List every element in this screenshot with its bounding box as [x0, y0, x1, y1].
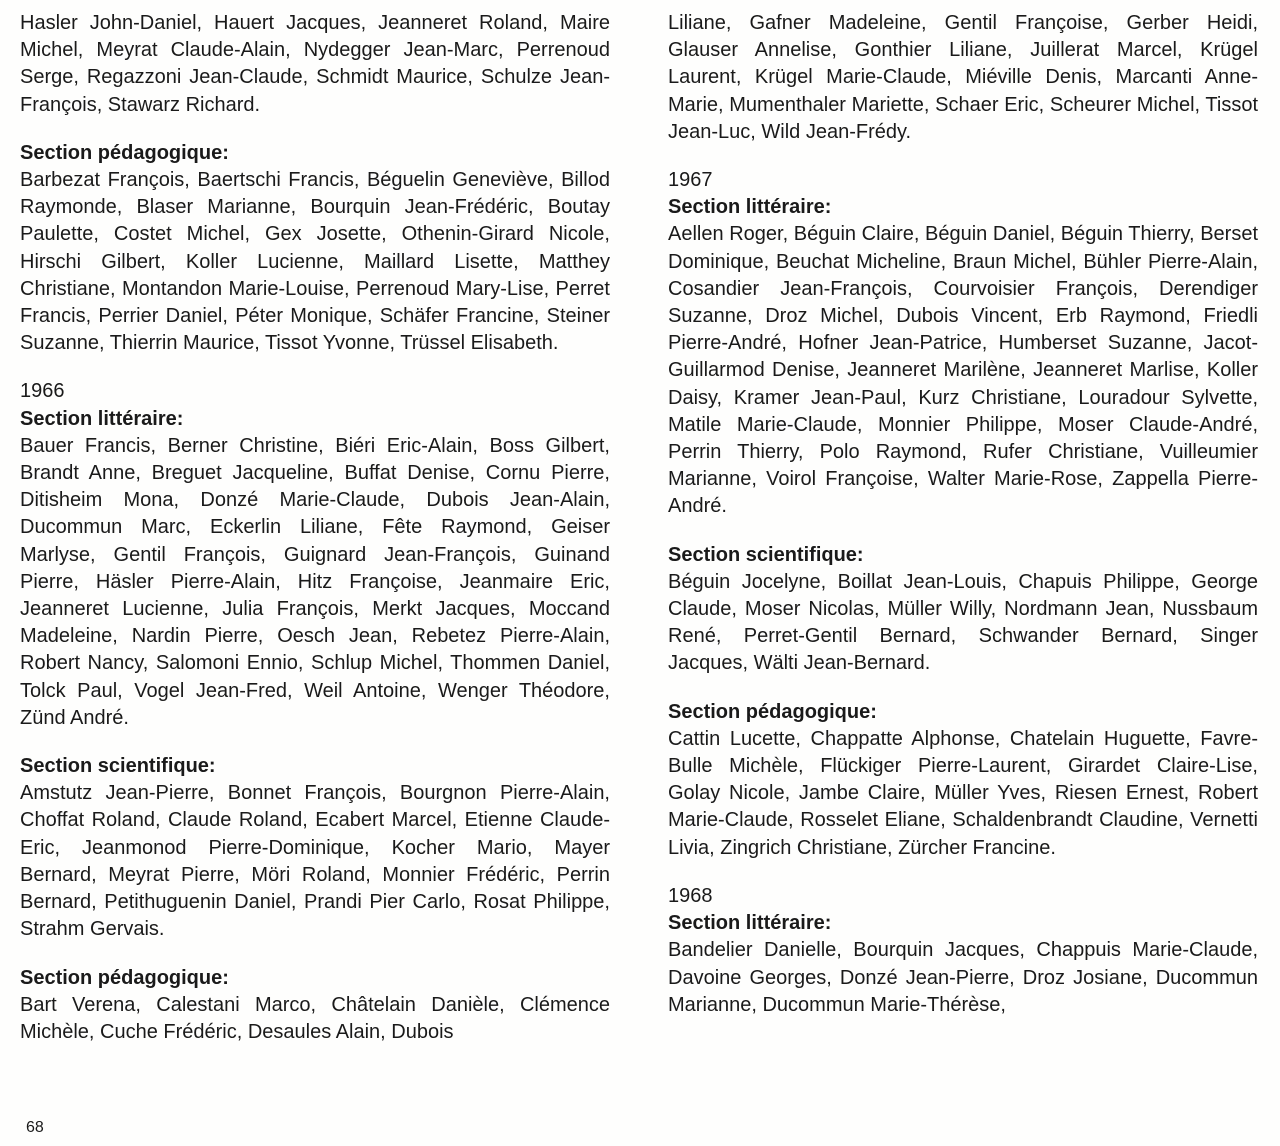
section-heading-pedagogique: Section pédagogique: — [20, 141, 229, 164]
section-heading-litteraire: Section littéraire: — [668, 912, 832, 935]
name-list: Béguin Jocelyne, Boillat Jean-Louis, Chapuis Philippe, George Claude, Moser Nicolas, Müller Willy, Nordmann Jean, Nussbaum René, Perret-Gentil Bernard, Schwander Bernard, Singer Jacques, Wälti Jean-Bernard. — [668, 570, 1258, 675]
name-list: Amstutz Jean-Pierre, Bonnet François, Bourgnon Pierre-Alain, Choffat Roland, Claude Roland, Ecabert Marcel, Etienne Claude-Eric, Jeanmonod Pierre-Dominique, Kocher Mario, Mayer Bernard, Meyrat Pierre, Möri Roland, Monnier Frédéric, Perrin Bernard, Petithuguenin Daniel, Prandi Pier Carlo, Rosat Philippe, Strahm Gervais. — [20, 782, 610, 941]
section-heading-litteraire: Section littéraire: — [668, 196, 832, 219]
name-list: Bart Verena, Calestani Marco, Châtelain Danièle, Clémence Michèle, Cuche Frédéric, Desaules Alain, Dubois — [20, 993, 610, 1043]
page-number: 68 — [26, 1119, 44, 1136]
name-list: Barbezat François, Baertschi Francis, Béguelin Geneviève, Billod Raymonde, Blaser Marianne, Bourquin Jean-Frédéric, Boutay Paulette, Costet Michel, Gex Josette, Othenin-Girard Nicole, Hirschi Gilbert, Koller Lucienne, Maillard Lisette, Matthey Christiane, Montandon Marie-Louise, Perrenoud Mary-Lise, Perret Francis, Perrier Daniel, Péter Monique, Schäfer Francine, Steiner Suzanne, Thierrin Maurice, Tissot Yvonne, Trüssel Elisabeth. — [20, 169, 610, 355]
name-list: Bandelier Danielle, Bourquin Jacques, Chappuis Marie-Claude, Davoine Georges, Donzé Jean-Pierre, Droz Josiane, Ducommun Marianne, Ducommun Marie-Thérèse, — [668, 939, 1258, 1016]
left-column — [20, 10, 610, 1067]
name-list: Bauer Francis, Berner Christine, Biéri Eric-Alain, Boss Gilbert, Brandt Anne, Breguet Jacqueline, Buffat Denise, Cornu Pierre, Ditisheim Mona, Donzé Marie-Claude, Dubois Jean-Alain, Ducommun Marc, Eckerlin Liliane, Fête Raymond, Geiser Marlyse, Gentil François, Guignard Jean-François, Guinand Pierre, Häsler Pierre-Alain, Hitz Françoise, Jeanmaire Eric, Jeanneret Lucienne, Julia François, Merkt Jacques, Moccand Madeleine, Nardin Pierre, Oesch Jean, Rebetez Pierre-Alain, Robert Nancy, Salomoni Ennio, Schlup Michel, Thommen Daniel, Tolck Paul, Vogel Jean-Fred, Weil Antoine, Wenger Théodore, Zünd André. — [20, 434, 610, 729]
section-heading-scientifique: Section scientifique: — [20, 755, 216, 778]
intro-paragraph: Liliane, Gafner Madeleine, Gentil Françoise, Gerber Heidi, Glauser Annelise, Gonthier Liliane, Juillerat Marcel, Krügel Laurent, Krügel Marie-Claude, Miéville Denis, Marcanti Anne-Marie, Mumenthaler Mariette, Schaer Eric, Scheurer Michel, Tissot Jean-Luc, Wild Jean-Frédy. — [668, 12, 1258, 143]
year-heading: 1967 — [668, 169, 713, 192]
name-list: Aellen Roger, Béguin Claire, Béguin Daniel, Béguin Thierry, Berset Dominique, Beuchat Micheline, Braun Michel, Bühler Pierre-Alain, Cosandier Jean-François, Courvoisier François, Derendiger Suzanne, Droz Michel, Dubois Vincent, Erb Raymond, Friedli Pierre-André, Hofner Jean-Patrice, Humberset Suzanne, Jacot-Guillarmod Denise, Jeanneret Marilène, Jeanneret Marlise, Koller Daisy, Kramer Jean-Paul, Kurz Christiane, Louradour Sylvette, Matile Marie-Claude, Monnier Philippe, Moser Claude-André, Perrin Thierry, Polo Raymond, Rufer Christiane, Vuilleumier Marianne, Voirol Françoise, Walter Marie-Rose, Zappella Pierre-André. — [668, 223, 1258, 518]
section-heading-pedagogique: Section pédagogique: — [20, 966, 229, 989]
section-heading-litteraire: Section littéraire: — [20, 407, 184, 430]
intro-paragraph: Hasler John-Daniel, Hauert Jacques, Jeanneret Roland, Maire Michel, Meyrat Claude-Alain, Nydegger Jean-Marc, Perrenoud Serge, Regazzoni Jean-Claude, Schmidt Maurice, Schulze Jean-François, Stawarz Richard. — [20, 12, 610, 116]
year-heading: 1968 — [668, 884, 713, 907]
section-heading-scientifique: Section scientifique: — [668, 543, 864, 566]
name-list: Cattin Lucette, Chappatte Alphonse, Chatelain Huguette, Favre-Bulle Michèle, Flückiger Pierre-Laurent, Girardet Claire-Lise, Golay Nicole, Jambe Claire, Müller Yves, Riesen Ernest, Robert Marie-Claude, Rosselet Eliane, Schaldenbrandt Claudine, Vernetti Livia, Zingrich Christiane, Zürcher Francine. — [668, 727, 1258, 859]
section-heading-pedagogique: Section pédagogique: — [668, 700, 877, 723]
right-column — [668, 10, 1258, 1040]
year-heading: 1966 — [20, 380, 65, 403]
